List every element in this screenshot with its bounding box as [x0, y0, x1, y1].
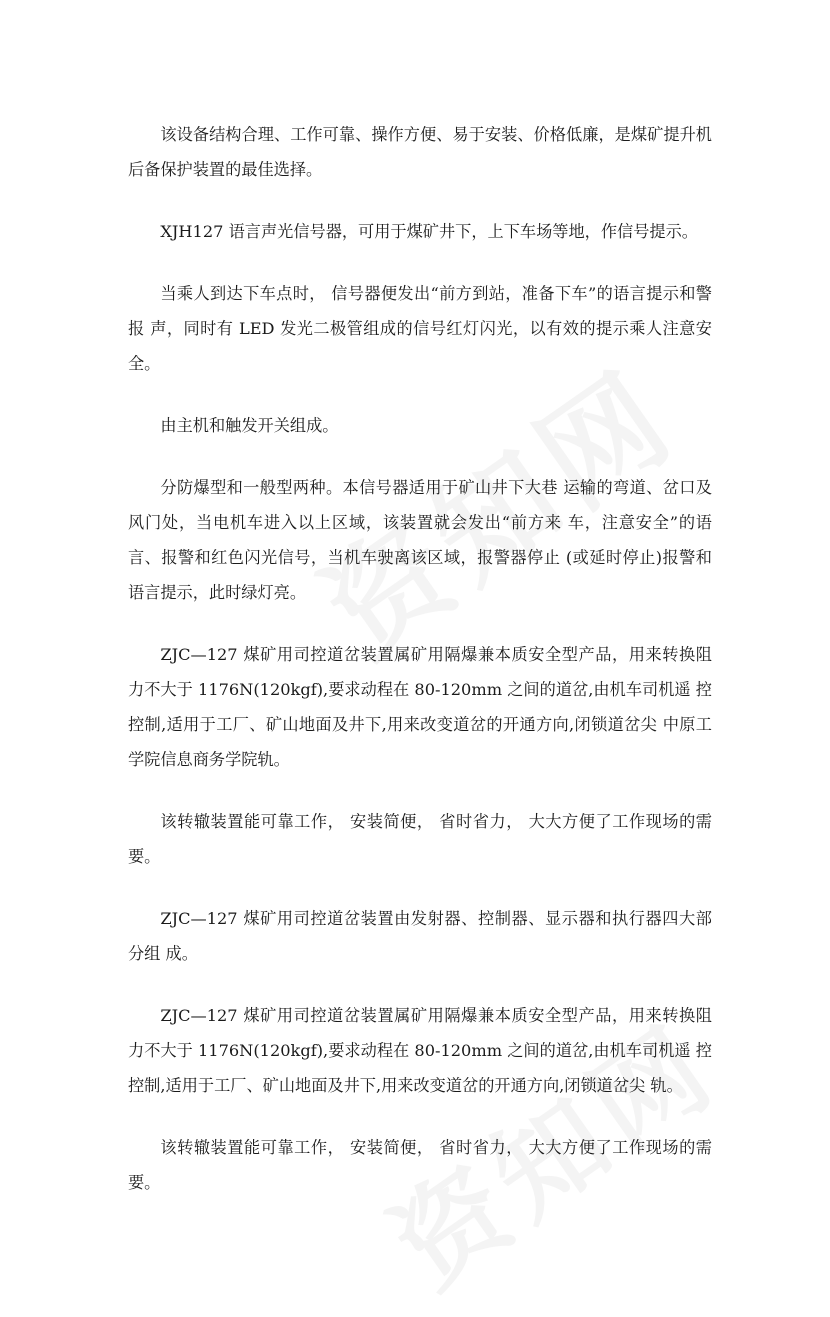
paragraph-3: 当乘人到达下车点时， 信号器便发出“前方到站，准备下车”的语言提示和警报 声，同时有 LED 发光二极管组成的信号红灯闪光，以有效的提示乘人注意安全。 — [128, 284, 712, 373]
paragraph-4: 由主机和触发开关组成。 — [160, 416, 339, 435]
paragraph-5: 分防爆型和一般型两种。本信号器适用于矿山井下大巷 运输的弯道、岔口及风门处，当电机车进入以上区域，该装置就会发出“前方来 车，注意安全”的语言、报警和红色闪光信号，当机车驶离该区域，报警器停止 (或延时停止)报警和语言提示，此时绿灯亮。 — [128, 478, 712, 602]
paragraph-8: ZJC—127 煤矿用司控道岔装置由发射器、控制器、显示器和执行器四大部分组 成。 — [128, 909, 712, 963]
paragraph-10: 该转辙装置能可靠工作， 安装简便， 省时省力， 大大方便了工作现场的需要。 — [128, 1138, 712, 1192]
paragraph-7: 该转辙装置能可靠工作， 安装简便， 省时省力， 大大方便了工作现场的需要。 — [128, 812, 712, 866]
paragraph-6: ZJC—127 煤矿用司控道岔装置属矿用隔爆兼本质安全型产品，用来转换阻力不大于 1176N(120kgf),要求动程在 80-120mm 之间的道岔,由机车司机遥 控控制,适用于工厂、矿山地面及井下,用来改变道岔的开通方向,闭锁道岔尖 中原工学院信息商务学院轨。 — [128, 645, 712, 769]
paragraph-9: ZJC—127 煤矿用司控道岔装置属矿用隔爆兼本质安全型产品，用来转换阻力不大于 1176N(120kgf),要求动程在 80-120mm 之间的道岔,由机车司机遥 控控制,适用于工厂、矿山地面及井下,用来改变道岔的开通方向,闭锁道岔尖 轨。 — [128, 1006, 712, 1095]
paragraph-2: XJH127 语言声光信号器，可用于煤矿井下，上下车场等地，作信号提示。 — [160, 222, 698, 241]
paragraph-1: 该设备结构合理、工作可靠、操作方便、易于安装、价格低廉，是煤矿提升机后备保护装置的最佳选择。 — [128, 125, 712, 179]
document-body — [128, 117, 712, 1227]
